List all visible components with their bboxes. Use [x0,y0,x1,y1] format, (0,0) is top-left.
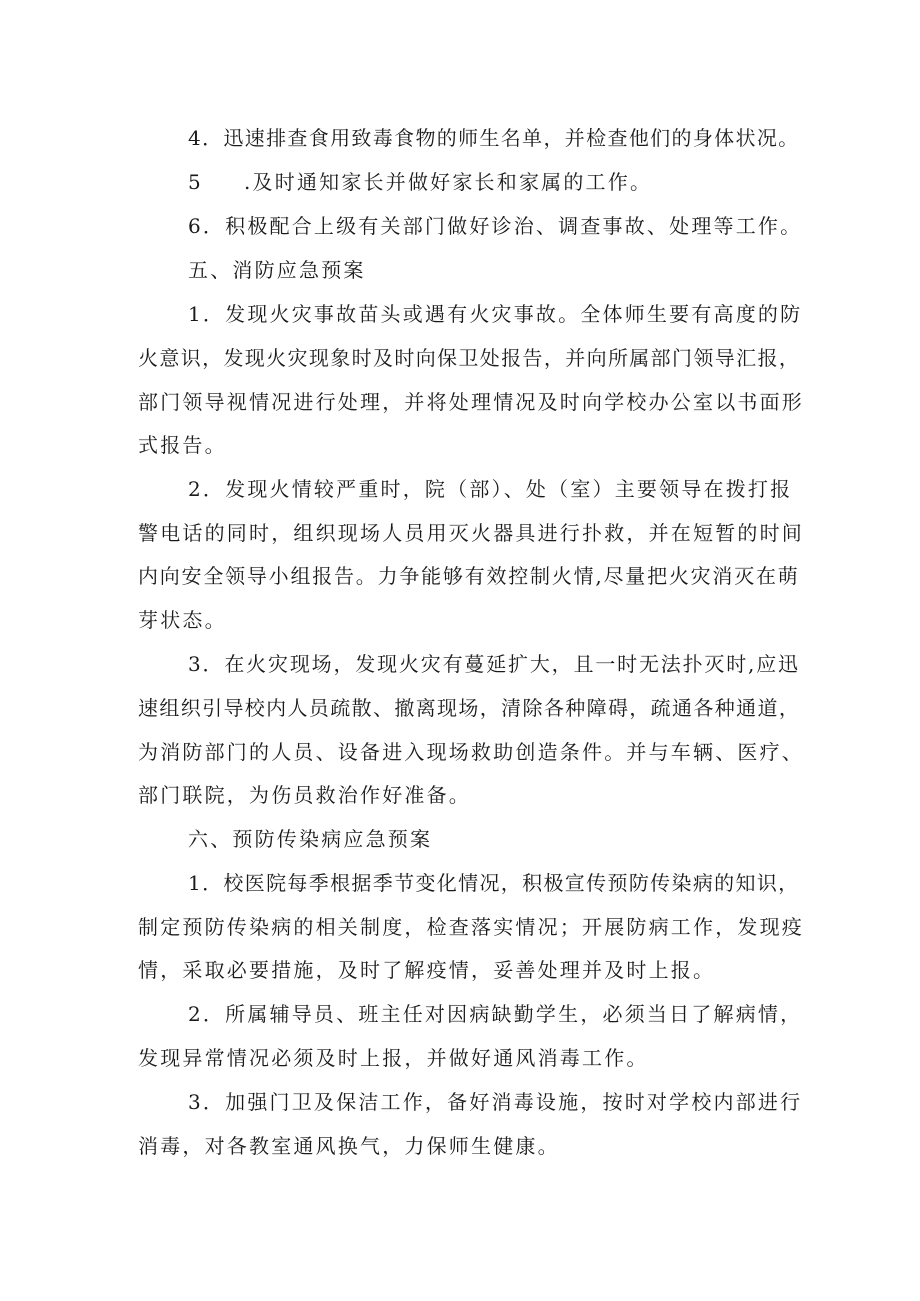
text-line: 部门联院，为伤员救治作好准备。 [138,783,471,807]
text-line: 6．积极配合上级有关部门做好诊治、调查事故、处理等工作。 [188,214,803,238]
text-line: 制定预防传染病的相关制度，检查落实情况；开展防病工作，发现疫 [138,915,804,939]
text-line: 速组织引导校内人员疏散、撤离现场，清除各种障碍，疏通各种通道， [138,696,801,720]
text-line: 1．校医院每季根据季节变化情况，积极宣传预防传染病的知识， [188,871,800,895]
list-number: 5 [188,170,203,194]
text-line: 2．所属辅导员、班主任对因病缺勤学生，必须当日了解病情， [188,1002,803,1026]
text-line: 警电话的同时，组织现场人员用灭火器具进行扑救，并在短暂的时间 [138,521,804,545]
section-heading: 六、预防传染病应急预案 [188,827,433,851]
text-line: 部门领导视情况进行处理，并将处理情况及时向学校办公室以书面形 [138,390,804,414]
text-line: 消毒，对各教室通风换气，力保师生健康。 [138,1134,560,1158]
text-line: 火意识，发现火灾现象时及时向保卫处报告，并向所属部门领导汇报， [138,346,801,370]
text-line: 3．加强门卫及保洁工作，备好消毒设施，按时对学校内部进行 [188,1090,803,1114]
text-line: 2．发现火情较严重时，院（部）、处（室）主要领导在拨打报 [188,477,793,501]
text-line: 4．迅速排查食用致毒食物的师生名单，并检查他们的身体状况。 [188,126,800,150]
text-line: 发现异常情况必须及时上报，并做好通风消毒工作。 [138,1046,649,1070]
text-line: 情，采取必要措施，及时了解疫情，妥善处理并及时上报。 [138,958,716,982]
text-line: 内向安全领导小组报告。力争能够有效控制火情,尽量把火灾消灭在萌 [138,564,800,588]
text-line: 1．发现火灾事故苗头或遇有火灾事故。全体师生要有高度的防 [188,302,803,326]
text-line: 式报告。 [138,433,227,457]
text-line: .及时通知家长并做好家长和家属的工作。 [244,170,653,194]
text-line: 为消防部门的人员、设备进入现场救助创造条件。并与车辆、医疗、 [138,740,804,764]
text-line: 芽状态。 [138,608,227,632]
text-line: 3．在火灾现场，发现火灾有蔓延扩大，且一时无法扑灭时,应迅 [188,652,800,676]
section-heading: 五、消防应急预案 [188,258,366,282]
